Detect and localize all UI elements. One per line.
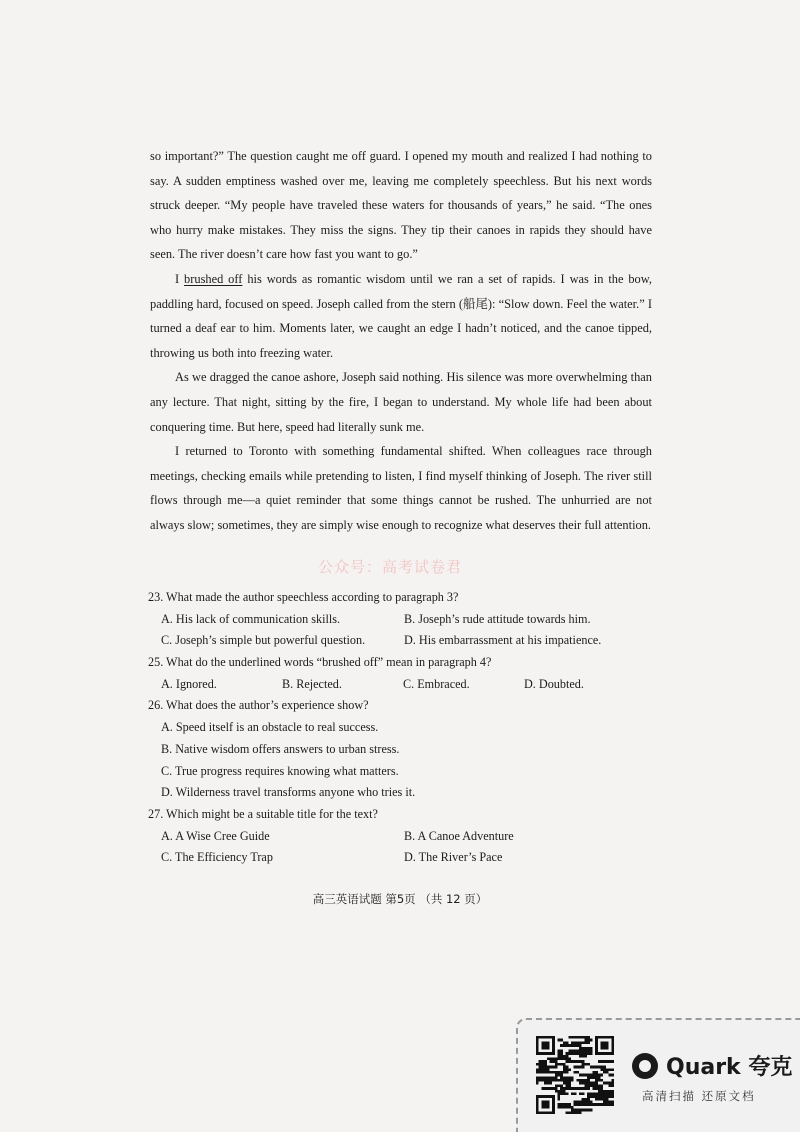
question-25-option-b: B. Rejected. [282,676,342,691]
quark-tagline: 高清扫描 还原文档 [642,1089,756,1103]
question-list [148,587,648,869]
question-27-option-b: B. A Canoe Adventure [404,828,514,843]
question-27-option-c: C. The Efficiency Trap [161,850,273,865]
watermark: 公众号：高考试卷君 [318,558,463,576]
paragraph-2-lead: I [175,271,185,286]
paragraph-3: As we dragged the canoe ashore, Joseph said nothing. His silence was more overwhelming than any lecture. That night, sitting by the fire, I began to understand. My whole life had been about conquering time. But here, speed had literally sunk me. [150,370,652,434]
question-23-stem: 23. What made the author speechless according to paragraph 3? [148,590,459,604]
question-23-option-b: B. Joseph’s rude attitude towards him. [404,611,591,626]
question-25-option-d: D. Doubted. [524,676,584,691]
question-23-options-row-1 [148,609,648,631]
question-26-option-a: A. Speed itself is an obstacle to real success. [161,720,379,735]
paragraph-2 [150,267,652,365]
question-23-option-c: C. Joseph’s simple but powerful question. [161,633,366,648]
paragraph-4: I returned to Toronto with something fundamental shifted. When colleagues race through meetings, checking emails while pretending to listen, I find myself thinking of Joseph. The river still flows through me—a quiet reminder that some things cannot be rushed. The unhurried are not always slow; sometimes, they are simply wise enough to recognize what deserves their full attention. [150,444,652,532]
question-25-option-a: A. Ignored. [161,676,217,691]
question-27-option-a: A. A Wise Cree Guide [161,828,270,843]
question-26-option-d: D. Wilderness travel transforms anyone who tries it. [161,785,416,800]
paragraph-1: so important?” The question caught me off guard. I opened my mouth and realized I had nothing to say. A sudden emptiness washed over me, leaving me completely speechless. But his next words struck deeper. “My people have traveled these waters for thousands of years,” he said. “The ones who hurry make mistakes. They miss the signs. They tip their canoes in rapids they should have seen. The river doesn’t care how fast you want to go.” [150,149,652,262]
quark-logo-icon [632,1053,658,1079]
reading-passage [150,144,652,538]
paragraph-2-rest: his words as romantic wisdom until we ran a set of rapids. I was in the bow, paddling hard, focused on speed. Joseph called from the stern (船尾): “Slow down. Feel the water.” I turned a deaf ear to him. Moments later, we caught an edge I hadn’t noticed, and the canoe tipped, throwing us both into freezing water. [150,271,652,360]
question-23-option-a: A. His lack of communication skills. [161,611,341,626]
question-25-stem: 25. What do the underlined words “brushed off” mean in paragraph 4? [148,655,492,670]
question-25-options [148,674,648,696]
quark-scan-badge [516,1018,800,1132]
question-26-option-c: C. True progress requires knowing what matters. [161,763,399,778]
question-23-option-d: D. His embarrassment at his impatience. [404,633,602,648]
page-footer: 高三英语试题 第5页 （共 12 页） [312,892,488,906]
underlined-phrase: brushed off [184,271,243,286]
quark-brand [632,1050,792,1081]
question-27-options-row-1 [148,826,648,848]
question-27-option-d: D. The River’s Pace [404,850,503,865]
qr-code-icon [536,1036,614,1114]
question-23-options-row-2 [148,630,648,652]
question-25-option-c: C. Embraced. [403,676,470,691]
question-26-stem: 26. What does the author’s experience show? [148,698,369,713]
question-26-option-b: B. Native wisdom offers answers to urban stress. [161,741,400,756]
question-27-options-row-2 [148,847,648,869]
question-27-stem: 27. Which might be a suitable title for the text? [148,806,378,821]
quark-brand-name: Quark 夸克 [666,1055,793,1080]
